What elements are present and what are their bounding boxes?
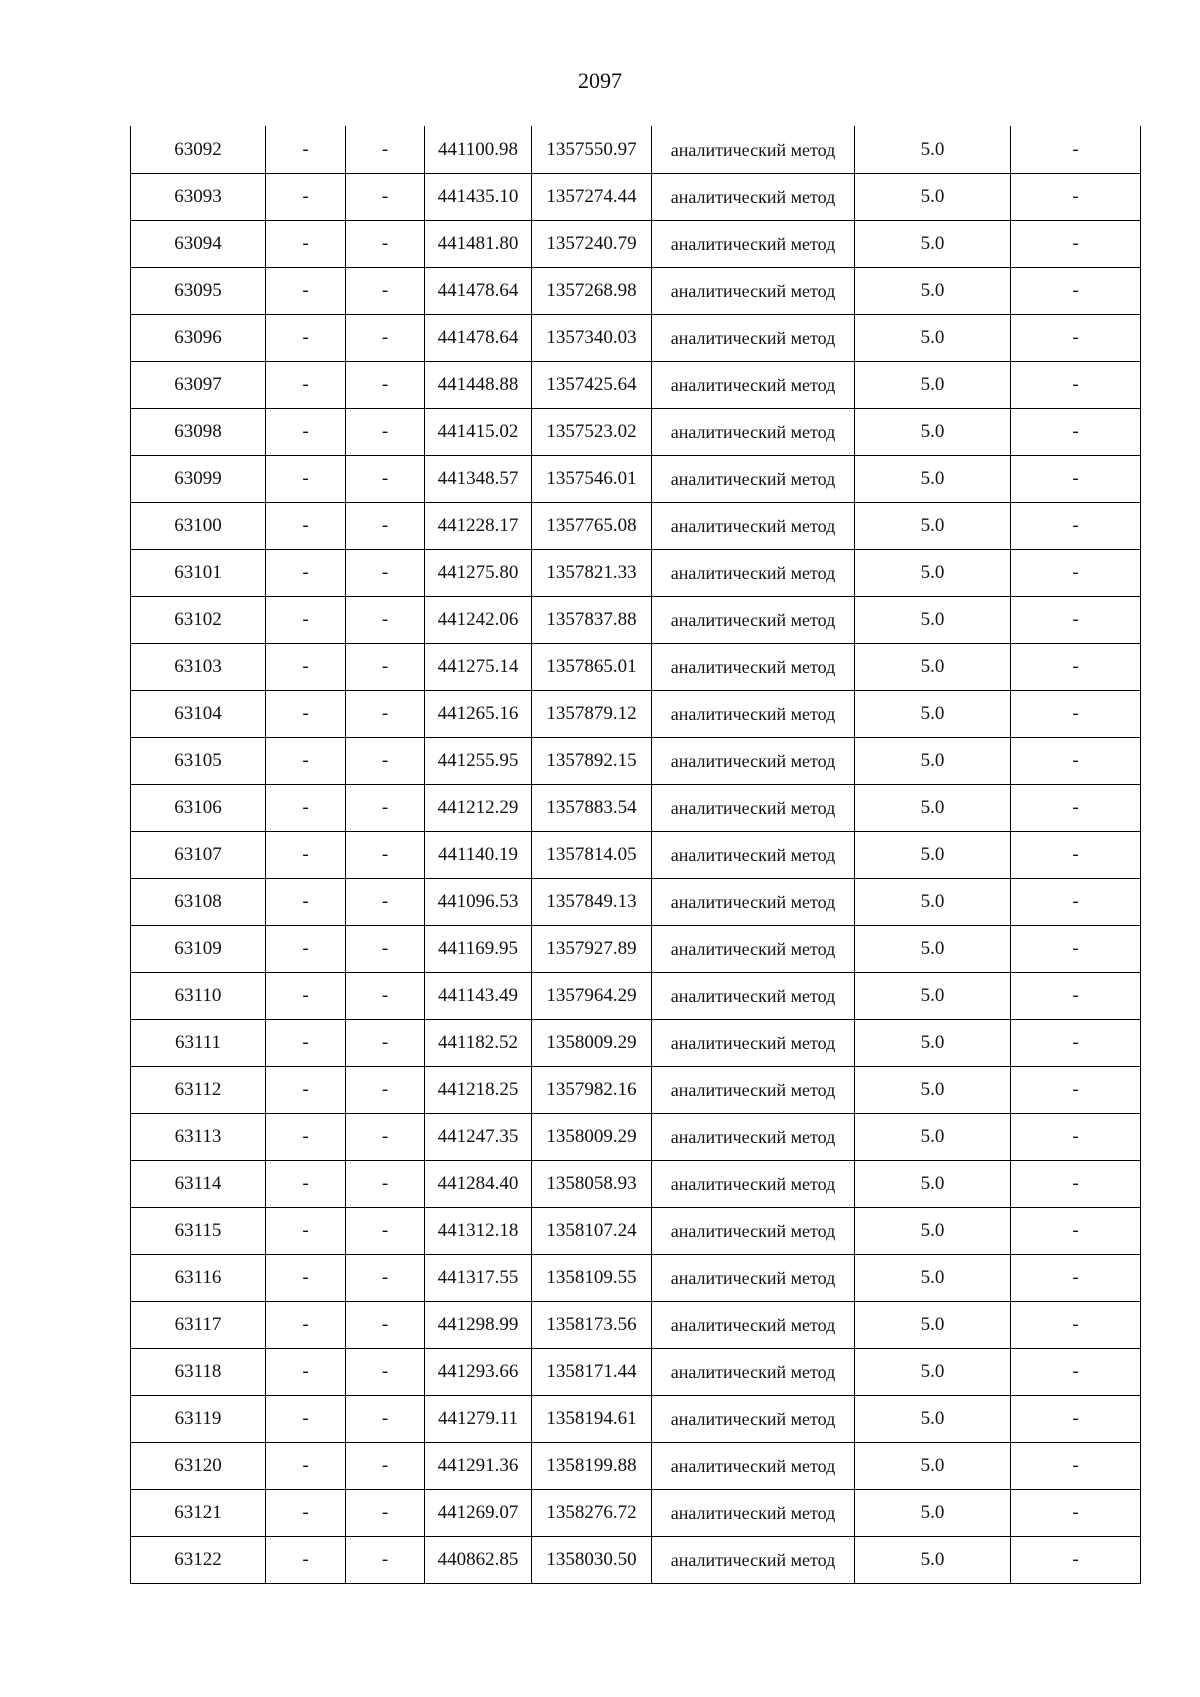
cell-note: - — [1011, 925, 1141, 972]
cell-coord-y: 1358009.29 — [532, 1019, 652, 1066]
cell-empty-3: - — [346, 737, 425, 784]
cell-note: - — [1011, 1348, 1141, 1395]
page-number: 2097 — [578, 68, 622, 93]
cell-accuracy: 5.0 — [855, 1019, 1011, 1066]
cell-method: аналитический метод — [652, 878, 855, 925]
table-row — [131, 1536, 1141, 1583]
cell-point-id: 63093 — [131, 173, 266, 220]
cell-accuracy: 5.0 — [855, 643, 1011, 690]
cell-empty-3: - — [346, 1019, 425, 1066]
cell-empty-3: - — [346, 455, 425, 502]
cell-coord-y: 1357883.54 — [532, 784, 652, 831]
cell-empty-2: - — [266, 1442, 346, 1489]
cell-note: - — [1011, 1442, 1141, 1489]
cell-note: - — [1011, 408, 1141, 455]
cell-accuracy: 5.0 — [855, 408, 1011, 455]
cell-empty-2: - — [266, 831, 346, 878]
cell-accuracy: 5.0 — [855, 1066, 1011, 1113]
cell-coord-x: 441478.64 — [425, 267, 532, 314]
cell-coord-x: 440862.85 — [425, 1536, 532, 1583]
cell-accuracy: 5.0 — [855, 361, 1011, 408]
cell-coord-x: 441275.14 — [425, 643, 532, 690]
cell-empty-3: - — [346, 1395, 425, 1442]
cell-empty-3: - — [346, 408, 425, 455]
cell-note: - — [1011, 1301, 1141, 1348]
cell-coord-x: 441169.95 — [425, 925, 532, 972]
cell-coord-x: 441140.19 — [425, 831, 532, 878]
table-row — [131, 878, 1141, 925]
cell-point-id: 63105 — [131, 737, 266, 784]
cell-empty-2: - — [266, 878, 346, 925]
cell-point-id: 63122 — [131, 1536, 266, 1583]
cell-empty-2: - — [266, 502, 346, 549]
cell-coord-x: 441100.98 — [425, 126, 532, 173]
cell-point-id: 63117 — [131, 1301, 266, 1348]
table-row — [131, 1066, 1141, 1113]
cell-note: - — [1011, 831, 1141, 878]
cell-point-id: 63098 — [131, 408, 266, 455]
cell-method: аналитический метод — [652, 1254, 855, 1301]
cell-empty-3: - — [346, 690, 425, 737]
cell-coord-x: 441478.64 — [425, 314, 532, 361]
cell-note: - — [1011, 502, 1141, 549]
cell-coord-x: 441247.35 — [425, 1113, 532, 1160]
cell-empty-3: - — [346, 925, 425, 972]
cell-point-id: 63100 — [131, 502, 266, 549]
cell-note: - — [1011, 1536, 1141, 1583]
cell-coord-y: 1358107.24 — [532, 1207, 652, 1254]
cell-method: аналитический метод — [652, 549, 855, 596]
cell-note: - — [1011, 1489, 1141, 1536]
table-row — [131, 1019, 1141, 1066]
table-row — [131, 643, 1141, 690]
cell-accuracy: 5.0 — [855, 1207, 1011, 1254]
cell-coord-x: 441293.66 — [425, 1348, 532, 1395]
cell-empty-3: - — [346, 1301, 425, 1348]
cell-point-id: 63119 — [131, 1395, 266, 1442]
cell-method: аналитический метод — [652, 784, 855, 831]
cell-empty-3: - — [346, 126, 425, 173]
cell-empty-2: - — [266, 1207, 346, 1254]
cell-coord-y: 1357340.03 — [532, 314, 652, 361]
cell-accuracy: 5.0 — [855, 1348, 1011, 1395]
cell-coord-x: 441448.88 — [425, 361, 532, 408]
cell-accuracy: 5.0 — [855, 267, 1011, 314]
cell-coord-y: 1357982.16 — [532, 1066, 652, 1113]
cell-coord-y: 1357837.88 — [532, 596, 652, 643]
cell-point-id: 63108 — [131, 878, 266, 925]
cell-coord-y: 1357546.01 — [532, 455, 652, 502]
cell-point-id: 63101 — [131, 549, 266, 596]
cell-method: аналитический метод — [652, 925, 855, 972]
cell-point-id: 63111 — [131, 1019, 266, 1066]
cell-method: аналитический метод — [652, 643, 855, 690]
table-row — [131, 455, 1141, 502]
table-row — [131, 831, 1141, 878]
cell-point-id: 63106 — [131, 784, 266, 831]
cell-coord-x: 441143.49 — [425, 972, 532, 1019]
cell-empty-2: - — [266, 1254, 346, 1301]
cell-method: аналитический метод — [652, 361, 855, 408]
cell-empty-3: - — [346, 1536, 425, 1583]
cell-coord-x: 441279.11 — [425, 1395, 532, 1442]
cell-point-id: 63095 — [131, 267, 266, 314]
cell-method: аналитический метод — [652, 173, 855, 220]
cell-empty-2: - — [266, 972, 346, 1019]
cell-method: аналитический метод — [652, 1207, 855, 1254]
cell-accuracy: 5.0 — [855, 455, 1011, 502]
cell-empty-2: - — [266, 267, 346, 314]
table-row — [131, 925, 1141, 972]
cell-note: - — [1011, 878, 1141, 925]
cell-point-id: 63109 — [131, 925, 266, 972]
cell-point-id: 63113 — [131, 1113, 266, 1160]
table-row — [131, 1207, 1141, 1254]
table-body — [131, 126, 1141, 1583]
cell-coord-y: 1358030.50 — [532, 1536, 652, 1583]
table-row — [131, 596, 1141, 643]
cell-point-id: 63092 — [131, 126, 266, 173]
cell-accuracy: 5.0 — [855, 1395, 1011, 1442]
cell-coord-x: 441218.25 — [425, 1066, 532, 1113]
cell-method: аналитический метод — [652, 408, 855, 455]
cell-coord-x: 441481.80 — [425, 220, 532, 267]
cell-accuracy: 5.0 — [855, 1442, 1011, 1489]
cell-coord-y: 1357523.02 — [532, 408, 652, 455]
cell-empty-3: - — [346, 1066, 425, 1113]
cell-accuracy: 5.0 — [855, 1160, 1011, 1207]
cell-method: аналитический метод — [652, 690, 855, 737]
cell-coord-x: 441265.16 — [425, 690, 532, 737]
cell-method: аналитический метод — [652, 1066, 855, 1113]
cell-note: - — [1011, 972, 1141, 1019]
cell-method: аналитический метод — [652, 1395, 855, 1442]
cell-coord-x: 441317.55 — [425, 1254, 532, 1301]
cell-accuracy: 5.0 — [855, 737, 1011, 784]
cell-note: - — [1011, 1019, 1141, 1066]
cell-method: аналитический метод — [652, 1113, 855, 1160]
cell-note: - — [1011, 643, 1141, 690]
table-row — [131, 1442, 1141, 1489]
cell-point-id: 63118 — [131, 1348, 266, 1395]
cell-coord-y: 1358276.72 — [532, 1489, 652, 1536]
cell-empty-2: - — [266, 690, 346, 737]
cell-point-id: 63104 — [131, 690, 266, 737]
cell-empty-3: - — [346, 267, 425, 314]
cell-accuracy: 5.0 — [855, 220, 1011, 267]
cell-coord-y: 1357550.97 — [532, 126, 652, 173]
table-row — [131, 1395, 1141, 1442]
cell-empty-3: - — [346, 972, 425, 1019]
cell-note: - — [1011, 690, 1141, 737]
cell-point-id: 63116 — [131, 1254, 266, 1301]
cell-coord-x: 441291.36 — [425, 1442, 532, 1489]
cell-point-id: 63114 — [131, 1160, 266, 1207]
cell-coord-x: 441435.10 — [425, 173, 532, 220]
cell-empty-3: - — [346, 173, 425, 220]
cell-accuracy: 5.0 — [855, 173, 1011, 220]
cell-note: - — [1011, 549, 1141, 596]
table-row — [131, 1489, 1141, 1536]
table-row — [131, 220, 1141, 267]
cell-empty-3: - — [346, 549, 425, 596]
cell-coord-y: 1357849.13 — [532, 878, 652, 925]
cell-coord-y: 1357821.33 — [532, 549, 652, 596]
cell-empty-2: - — [266, 220, 346, 267]
cell-coord-y: 1358194.61 — [532, 1395, 652, 1442]
cell-empty-3: - — [346, 1113, 425, 1160]
table-row — [131, 173, 1141, 220]
cell-coord-y: 1357274.44 — [532, 173, 652, 220]
cell-empty-2: - — [266, 925, 346, 972]
cell-coord-y: 1357240.79 — [532, 220, 652, 267]
cell-note: - — [1011, 126, 1141, 173]
cell-method: аналитический метод — [652, 455, 855, 502]
cell-coord-x: 441348.57 — [425, 455, 532, 502]
cell-coord-x: 441269.07 — [425, 1489, 532, 1536]
cell-empty-2: - — [266, 1160, 346, 1207]
cell-coord-x: 441312.18 — [425, 1207, 532, 1254]
cell-point-id: 63096 — [131, 314, 266, 361]
cell-method: аналитический метод — [652, 972, 855, 1019]
table-row — [131, 1301, 1141, 1348]
cell-empty-2: - — [266, 408, 346, 455]
cell-coord-x: 441255.95 — [425, 737, 532, 784]
cell-accuracy: 5.0 — [855, 878, 1011, 925]
cell-empty-2: - — [266, 1301, 346, 1348]
cell-empty-2: - — [266, 643, 346, 690]
cell-method: аналитический метод — [652, 314, 855, 361]
cell-empty-2: - — [266, 1066, 346, 1113]
cell-note: - — [1011, 1254, 1141, 1301]
cell-note: - — [1011, 314, 1141, 361]
cell-point-id: 63115 — [131, 1207, 266, 1254]
cell-empty-3: - — [346, 878, 425, 925]
cell-point-id: 63112 — [131, 1066, 266, 1113]
cell-note: - — [1011, 361, 1141, 408]
cell-point-id: 63099 — [131, 455, 266, 502]
cell-coord-y: 1357765.08 — [532, 502, 652, 549]
cell-accuracy: 5.0 — [855, 690, 1011, 737]
cell-coord-y: 1358171.44 — [532, 1348, 652, 1395]
cell-method: аналитический метод — [652, 502, 855, 549]
cell-coord-y: 1357425.64 — [532, 361, 652, 408]
cell-method: аналитический метод — [652, 1301, 855, 1348]
cell-coord-y: 1358109.55 — [532, 1254, 652, 1301]
cell-empty-2: - — [266, 549, 346, 596]
cell-note: - — [1011, 1395, 1141, 1442]
cell-empty-2: - — [266, 1348, 346, 1395]
table-row — [131, 737, 1141, 784]
cell-empty-3: - — [346, 220, 425, 267]
cell-empty-2: - — [266, 455, 346, 502]
cell-accuracy: 5.0 — [855, 972, 1011, 1019]
cell-accuracy: 5.0 — [855, 126, 1011, 173]
cell-point-id: 63102 — [131, 596, 266, 643]
cell-coord-y: 1357964.29 — [532, 972, 652, 1019]
cell-empty-2: - — [266, 126, 346, 173]
table-row — [131, 784, 1141, 831]
cell-method: аналитический метод — [652, 220, 855, 267]
cell-empty-2: - — [266, 361, 346, 408]
cell-method: аналитический метод — [652, 126, 855, 173]
cell-point-id: 63097 — [131, 361, 266, 408]
table-row — [131, 690, 1141, 737]
cell-accuracy: 5.0 — [855, 314, 1011, 361]
cell-empty-2: - — [266, 1489, 346, 1536]
cell-accuracy: 5.0 — [855, 831, 1011, 878]
cell-coord-y: 1357879.12 — [532, 690, 652, 737]
cell-empty-2: - — [266, 1019, 346, 1066]
table-row — [131, 972, 1141, 1019]
cell-coord-y: 1357814.05 — [532, 831, 652, 878]
cell-point-id: 63107 — [131, 831, 266, 878]
cell-note: - — [1011, 737, 1141, 784]
cell-empty-3: - — [346, 502, 425, 549]
table-row — [131, 361, 1141, 408]
cell-note: - — [1011, 1113, 1141, 1160]
cell-method: аналитический метод — [652, 1019, 855, 1066]
cell-empty-2: - — [266, 1536, 346, 1583]
table-row — [131, 314, 1141, 361]
cell-accuracy: 5.0 — [855, 925, 1011, 972]
cell-point-id: 63094 — [131, 220, 266, 267]
table-row — [131, 126, 1141, 173]
cell-note: - — [1011, 1066, 1141, 1113]
coordinates-table — [130, 126, 1141, 1584]
table-row — [131, 1160, 1141, 1207]
cell-empty-3: - — [346, 831, 425, 878]
cell-coord-x: 441182.52 — [425, 1019, 532, 1066]
cell-accuracy: 5.0 — [855, 502, 1011, 549]
cell-accuracy: 5.0 — [855, 1536, 1011, 1583]
cell-point-id: 63110 — [131, 972, 266, 1019]
cell-accuracy: 5.0 — [855, 1301, 1011, 1348]
cell-method: аналитический метод — [652, 1160, 855, 1207]
cell-note: - — [1011, 173, 1141, 220]
cell-empty-2: - — [266, 737, 346, 784]
cell-coord-x: 441415.02 — [425, 408, 532, 455]
cell-coord-y: 1357268.98 — [532, 267, 652, 314]
cell-method: аналитический метод — [652, 1442, 855, 1489]
cell-coord-y: 1357892.15 — [532, 737, 652, 784]
cell-accuracy: 5.0 — [855, 1489, 1011, 1536]
cell-accuracy: 5.0 — [855, 784, 1011, 831]
cell-coord-x: 441212.29 — [425, 784, 532, 831]
table-row — [131, 1348, 1141, 1395]
cell-accuracy: 5.0 — [855, 1254, 1011, 1301]
cell-empty-3: - — [346, 1254, 425, 1301]
cell-coord-x: 441242.06 — [425, 596, 532, 643]
cell-empty-3: - — [346, 596, 425, 643]
cell-method: аналитический метод — [652, 1536, 855, 1583]
table-row — [131, 267, 1141, 314]
table-row — [131, 408, 1141, 455]
cell-coord-y: 1358058.93 — [532, 1160, 652, 1207]
cell-coord-x: 441275.80 — [425, 549, 532, 596]
cell-note: - — [1011, 455, 1141, 502]
cell-accuracy: 5.0 — [855, 1113, 1011, 1160]
cell-coord-y: 1358009.29 — [532, 1113, 652, 1160]
table-row — [131, 1113, 1141, 1160]
cell-note: - — [1011, 1207, 1141, 1254]
cell-note: - — [1011, 1160, 1141, 1207]
cell-empty-2: - — [266, 173, 346, 220]
cell-empty-3: - — [346, 1489, 425, 1536]
table-row — [131, 502, 1141, 549]
table-row — [131, 1254, 1141, 1301]
cell-method: аналитический метод — [652, 1348, 855, 1395]
cell-note: - — [1011, 596, 1141, 643]
cell-note: - — [1011, 220, 1141, 267]
cell-point-id: 63121 — [131, 1489, 266, 1536]
cell-empty-3: - — [346, 1160, 425, 1207]
cell-empty-2: - — [266, 1395, 346, 1442]
cell-coord-x: 441228.17 — [425, 502, 532, 549]
cell-empty-3: - — [346, 1207, 425, 1254]
table-row — [131, 549, 1141, 596]
cell-empty-3: - — [346, 1442, 425, 1489]
cell-method: аналитический метод — [652, 831, 855, 878]
cell-method: аналитический метод — [652, 737, 855, 784]
cell-empty-3: - — [346, 1348, 425, 1395]
cell-method: аналитический метод — [652, 1489, 855, 1536]
cell-coord-y: 1358199.88 — [532, 1442, 652, 1489]
cell-empty-2: - — [266, 784, 346, 831]
cell-coord-y: 1358173.56 — [532, 1301, 652, 1348]
cell-accuracy: 5.0 — [855, 549, 1011, 596]
cell-point-id: 63120 — [131, 1442, 266, 1489]
cell-note: - — [1011, 267, 1141, 314]
cell-point-id: 63103 — [131, 643, 266, 690]
cell-coord-y: 1357865.01 — [532, 643, 652, 690]
cell-accuracy: 5.0 — [855, 596, 1011, 643]
cell-coord-y: 1357927.89 — [532, 925, 652, 972]
cell-empty-3: - — [346, 784, 425, 831]
cell-empty-2: - — [266, 1113, 346, 1160]
cell-coord-x: 441284.40 — [425, 1160, 532, 1207]
cell-method: аналитический метод — [652, 596, 855, 643]
cell-coord-x: 441298.99 — [425, 1301, 532, 1348]
cell-empty-3: - — [346, 361, 425, 408]
cell-empty-3: - — [346, 314, 425, 361]
cell-empty-3: - — [346, 643, 425, 690]
cell-method: аналитический метод — [652, 267, 855, 314]
cell-note: - — [1011, 784, 1141, 831]
cell-coord-x: 441096.53 — [425, 878, 532, 925]
cell-empty-2: - — [266, 314, 346, 361]
cell-empty-2: - — [266, 596, 346, 643]
